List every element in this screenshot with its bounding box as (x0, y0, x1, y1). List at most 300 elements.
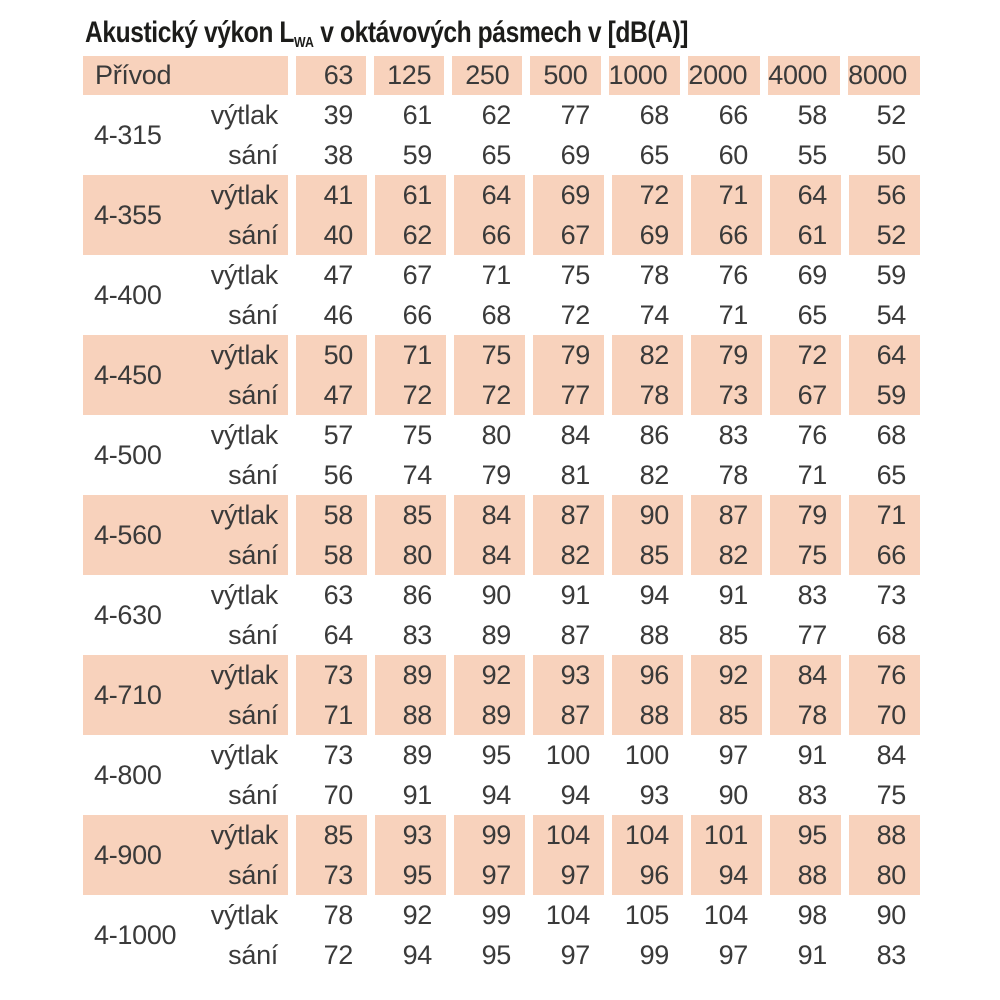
value-sani: 56 (323, 460, 353, 490)
table-group-4-1000 (83, 895, 920, 975)
value-sani: 50 (876, 140, 906, 170)
value-sani: 89 (481, 620, 511, 650)
row-label-vytlak: výtlak (210, 420, 278, 450)
value-sani: 83 (797, 780, 827, 810)
value-cell (533, 655, 604, 735)
value-cell (612, 735, 683, 815)
table-group-4-315 (83, 95, 920, 175)
value-vytlak: 104 (624, 820, 669, 850)
value-cell (849, 815, 920, 895)
model-label: 4-560 (94, 519, 162, 550)
value-cell (296, 735, 367, 815)
value-cell (770, 415, 841, 495)
value-sani: 64 (323, 620, 353, 650)
label-cell-4-400 (83, 255, 288, 335)
value-cell (691, 255, 762, 335)
value-sani: 88 (639, 620, 669, 650)
value-vytlak: 83 (797, 580, 827, 610)
value-cell (533, 95, 604, 175)
value-vytlak: 67 (402, 260, 432, 290)
title-subscript-lwa: WA (294, 34, 314, 51)
value-cell (691, 575, 762, 655)
value-sani: 87 (560, 620, 590, 650)
row-labels (211, 335, 288, 415)
value-vytlak: 63 (323, 580, 353, 610)
value-cell (849, 575, 920, 655)
row-label-vytlak: výtlak (210, 180, 278, 210)
value-sani: 88 (639, 700, 669, 730)
value-vytlak: 71 (876, 500, 906, 530)
value-vytlak: 84 (797, 660, 827, 690)
value-sani: 95 (402, 860, 432, 890)
value-vytlak: 92 (402, 900, 432, 930)
value-cell (375, 815, 446, 895)
row-label-sani: sání (228, 220, 278, 250)
label-cell-4-710 (83, 655, 288, 735)
value-vytlak: 79 (718, 340, 748, 370)
value-sani: 74 (639, 300, 669, 330)
row-label-vytlak: výtlak (210, 900, 278, 930)
value-sani: 71 (323, 700, 353, 730)
table-group-4-800 (83, 735, 920, 815)
value-cell (375, 495, 446, 575)
value-sani: 66 (402, 300, 432, 330)
value-cell (770, 495, 841, 575)
value-vytlak: 79 (797, 500, 827, 530)
value-cell (612, 495, 683, 575)
value-cell (533, 495, 604, 575)
value-sani: 87 (560, 700, 590, 730)
table-group-4-630 (83, 575, 920, 655)
value-vytlak: 90 (639, 500, 669, 530)
value-sani: 65 (481, 140, 511, 170)
header-cell-freq-500: 500 (530, 56, 600, 95)
value-vytlak: 75 (481, 340, 511, 370)
value-cell (770, 895, 841, 975)
value-vytlak: 58 (797, 100, 827, 130)
label-cell-4-800 (83, 735, 288, 815)
value-vytlak: 61 (402, 100, 432, 130)
value-sani: 72 (560, 300, 590, 330)
value-sani: 61 (797, 220, 827, 250)
value-cell (296, 335, 367, 415)
value-cell (691, 175, 762, 255)
value-vytlak: 84 (481, 500, 511, 530)
row-labels (211, 495, 288, 575)
value-sani: 77 (797, 620, 827, 650)
value-cell (454, 735, 525, 815)
value-vytlak: 86 (639, 420, 669, 450)
table-group-4-355 (83, 175, 920, 255)
model-label: 4-400 (94, 279, 162, 310)
value-cell (533, 255, 604, 335)
value-sani: 66 (481, 220, 511, 250)
value-sani: 72 (402, 380, 432, 410)
value-cell (296, 815, 367, 895)
value-vytlak: 86 (402, 580, 432, 610)
value-sani: 62 (402, 220, 432, 250)
value-vytlak: 72 (797, 340, 827, 370)
header-cell-freq-2000: 2000 (688, 56, 760, 95)
value-sani: 68 (481, 300, 511, 330)
value-cell (533, 735, 604, 815)
value-sani: 75 (797, 540, 827, 570)
value-vytlak: 104 (545, 900, 590, 930)
value-vytlak: 105 (624, 900, 669, 930)
value-sani: 91 (402, 780, 432, 810)
value-vytlak: 78 (323, 900, 353, 930)
row-labels (211, 175, 288, 255)
value-cell (770, 575, 841, 655)
row-label-sani: sání (228, 780, 278, 810)
value-vytlak: 68 (639, 100, 669, 130)
value-vytlak: 64 (876, 340, 906, 370)
value-vytlak: 92 (481, 660, 511, 690)
value-vytlak: 99 (481, 820, 511, 850)
value-cell (849, 335, 920, 415)
value-vytlak: 97 (718, 740, 748, 770)
value-vytlak: 39 (323, 100, 353, 130)
value-vytlak: 75 (402, 420, 432, 450)
value-vytlak: 104 (703, 900, 748, 930)
value-cell (296, 95, 367, 175)
value-vytlak: 84 (876, 740, 906, 770)
value-vytlak: 96 (639, 660, 669, 690)
row-labels (211, 415, 288, 495)
value-cell (691, 95, 762, 175)
value-cell (454, 335, 525, 415)
value-sani: 70 (323, 780, 353, 810)
table-group-4-900 (83, 815, 920, 895)
value-cell (454, 255, 525, 335)
value-cell (375, 255, 446, 335)
value-cell (691, 415, 762, 495)
value-vytlak: 90 (481, 580, 511, 610)
value-vytlak: 57 (323, 420, 353, 450)
value-cell (454, 575, 525, 655)
header-cell-freq-125: 125 (374, 56, 444, 95)
label-cell-4-630 (83, 575, 288, 655)
value-vytlak: 41 (323, 180, 353, 210)
value-vytlak: 83 (718, 420, 748, 450)
model-label: 4-710 (94, 679, 162, 710)
row-label-vytlak: výtlak (210, 500, 278, 530)
value-vytlak: 101 (703, 820, 748, 850)
value-sani: 71 (797, 460, 827, 490)
value-cell (770, 335, 841, 415)
value-sani: 85 (718, 700, 748, 730)
value-sani: 71 (718, 300, 748, 330)
label-cell-4-500 (83, 415, 288, 495)
value-sani: 96 (639, 860, 669, 890)
value-vytlak: 87 (560, 500, 590, 530)
row-label-vytlak: výtlak (210, 260, 278, 290)
value-sani: 80 (402, 540, 432, 570)
row-label-vytlak: výtlak (210, 340, 278, 370)
value-vytlak: 85 (323, 820, 353, 850)
row-labels (211, 575, 288, 655)
value-cell (770, 655, 841, 735)
row-label-sani: sání (228, 380, 278, 410)
value-cell (533, 575, 604, 655)
value-cell (296, 655, 367, 735)
value-cell (296, 575, 367, 655)
value-sani: 90 (718, 780, 748, 810)
value-vytlak: 52 (876, 100, 906, 130)
value-vytlak: 100 (624, 740, 669, 770)
value-sani: 58 (323, 540, 353, 570)
table-group-4-500 (83, 415, 920, 495)
model-label: 4-630 (94, 599, 162, 630)
value-vytlak: 64 (481, 180, 511, 210)
value-cell (691, 335, 762, 415)
value-cell (612, 175, 683, 255)
value-vytlak: 73 (323, 740, 353, 770)
value-cell (691, 495, 762, 575)
value-cell (612, 335, 683, 415)
table-group-4-400 (83, 255, 920, 335)
header-cell-privod: Přívod (83, 56, 288, 95)
value-sani: 85 (718, 620, 748, 650)
value-vytlak: 75 (560, 260, 590, 290)
value-sani: 94 (560, 780, 590, 810)
value-vytlak: 71 (481, 260, 511, 290)
row-label-sani: sání (228, 300, 278, 330)
value-cell (454, 815, 525, 895)
value-sani: 77 (560, 380, 590, 410)
model-label: 4-355 (94, 199, 162, 230)
value-sani: 54 (876, 300, 906, 330)
value-sani: 82 (718, 540, 748, 570)
value-vytlak: 61 (402, 180, 432, 210)
value-sani: 72 (323, 940, 353, 970)
value-cell (533, 415, 604, 495)
value-cell (375, 655, 446, 735)
acoustic-power-table (83, 56, 920, 975)
title-suffix: v oktávových pásmech v [dB(A)] (313, 16, 689, 49)
value-vytlak: 69 (560, 180, 590, 210)
value-vytlak: 69 (797, 260, 827, 290)
value-cell (770, 255, 841, 335)
value-sani: 75 (876, 780, 906, 810)
row-label-sani: sání (228, 140, 278, 170)
header-cell-freq-8000: 8000 (848, 56, 920, 95)
value-sani: 69 (639, 220, 669, 250)
value-cell (533, 815, 604, 895)
value-vytlak: 98 (797, 900, 827, 930)
value-vytlak: 85 (402, 500, 432, 530)
row-label-vytlak: výtlak (210, 820, 278, 850)
value-sani: 80 (876, 860, 906, 890)
value-cell (849, 95, 920, 175)
table-group-4-710 (83, 655, 920, 735)
value-cell (454, 95, 525, 175)
value-vytlak: 50 (323, 340, 353, 370)
value-vytlak: 88 (876, 820, 906, 850)
value-sani: 73 (718, 380, 748, 410)
row-label-vytlak: výtlak (210, 740, 278, 770)
value-vytlak: 84 (560, 420, 590, 450)
value-sani: 78 (718, 460, 748, 490)
value-cell (770, 735, 841, 815)
value-cell (691, 655, 762, 735)
value-cell (691, 815, 762, 895)
value-cell (375, 175, 446, 255)
value-sani: 91 (797, 940, 827, 970)
value-cell (849, 495, 920, 575)
header-cell-freq-63: 63 (296, 56, 366, 95)
row-label-sani: sání (228, 540, 278, 570)
value-vytlak: 59 (876, 260, 906, 290)
value-cell (612, 415, 683, 495)
value-cell (849, 175, 920, 255)
value-sani: 55 (797, 140, 827, 170)
table-group-4-450 (83, 335, 920, 415)
value-sani: 93 (639, 780, 669, 810)
model-label: 4-450 (94, 359, 162, 390)
row-labels (211, 815, 288, 895)
value-cell (849, 415, 920, 495)
value-cell (296, 895, 367, 975)
model-label: 4-1000 (94, 919, 177, 950)
value-sani: 72 (481, 380, 511, 410)
value-vytlak: 92 (718, 660, 748, 690)
value-sani: 88 (402, 700, 432, 730)
value-sani: 67 (560, 220, 590, 250)
header-cell-freq-4000: 4000 (768, 56, 840, 95)
value-sani: 65 (639, 140, 669, 170)
table-group-4-560 (83, 495, 920, 575)
row-labels (211, 95, 288, 175)
value-vytlak: 94 (639, 580, 669, 610)
value-vytlak: 62 (481, 100, 511, 130)
model-label: 4-900 (94, 839, 162, 870)
value-sani: 67 (797, 380, 827, 410)
value-vytlak: 90 (876, 900, 906, 930)
label-cell-4-450 (83, 335, 288, 415)
value-cell (691, 735, 762, 815)
value-cell (770, 95, 841, 175)
value-cell (375, 335, 446, 415)
value-cell (533, 175, 604, 255)
value-vytlak: 72 (639, 180, 669, 210)
value-cell (296, 175, 367, 255)
value-cell (375, 95, 446, 175)
row-labels (211, 655, 288, 735)
value-sani: 81 (560, 460, 590, 490)
model-label: 4-500 (94, 439, 162, 470)
value-sani: 82 (639, 460, 669, 490)
value-vytlak: 79 (560, 340, 590, 370)
value-sani: 46 (323, 300, 353, 330)
value-vytlak: 93 (560, 660, 590, 690)
value-cell (375, 735, 446, 815)
value-cell (454, 895, 525, 975)
label-cell-4-1000 (83, 895, 288, 975)
value-sani: 97 (481, 860, 511, 890)
table-header-row (83, 56, 920, 95)
value-sani: 73 (323, 860, 353, 890)
value-cell (296, 495, 367, 575)
value-cell (454, 415, 525, 495)
label-cell-4-355 (83, 175, 288, 255)
value-sani: 70 (876, 700, 906, 730)
value-cell (454, 495, 525, 575)
value-sani: 65 (876, 460, 906, 490)
value-sani: 94 (402, 940, 432, 970)
value-sani: 47 (323, 380, 353, 410)
value-cell (454, 655, 525, 735)
value-sani: 68 (876, 620, 906, 650)
value-vytlak: 76 (797, 420, 827, 450)
value-sani: 97 (718, 940, 748, 970)
value-cell (849, 255, 920, 335)
value-vytlak: 82 (639, 340, 669, 370)
value-cell (296, 255, 367, 335)
value-cell (533, 895, 604, 975)
value-vytlak: 89 (402, 740, 432, 770)
row-label-sani: sání (228, 940, 278, 970)
row-labels (211, 255, 288, 335)
value-vytlak: 73 (323, 660, 353, 690)
value-sani: 95 (481, 940, 511, 970)
value-vytlak: 100 (545, 740, 590, 770)
row-label-vytlak: výtlak (210, 660, 278, 690)
value-sani: 40 (323, 220, 353, 250)
value-sani: 78 (797, 700, 827, 730)
value-vytlak: 80 (481, 420, 511, 450)
value-sani: 82 (560, 540, 590, 570)
value-vytlak: 95 (481, 740, 511, 770)
value-sani: 65 (797, 300, 827, 330)
value-sani: 60 (718, 140, 748, 170)
value-sani: 97 (560, 940, 590, 970)
value-cell (770, 815, 841, 895)
value-sani: 38 (323, 140, 353, 170)
value-sani: 84 (481, 540, 511, 570)
value-sani: 74 (402, 460, 432, 490)
row-label-sani: sání (228, 860, 278, 890)
value-sani: 69 (560, 140, 590, 170)
label-cell-4-560 (83, 495, 288, 575)
value-cell (533, 335, 604, 415)
header-cell-freq-250: 250 (452, 56, 522, 95)
row-label-sani: sání (228, 700, 278, 730)
value-sani: 99 (639, 940, 669, 970)
value-cell (296, 415, 367, 495)
header-cell-freq-1000: 1000 (609, 56, 681, 95)
value-cell (612, 895, 683, 975)
value-vytlak: 76 (876, 660, 906, 690)
title-prefix: Akustický výkon L (85, 16, 295, 49)
row-labels (211, 895, 288, 975)
value-vytlak: 71 (718, 180, 748, 210)
value-cell (375, 415, 446, 495)
value-vytlak: 68 (876, 420, 906, 450)
row-label-sani: sání (228, 460, 278, 490)
value-cell (849, 735, 920, 815)
value-vytlak: 104 (545, 820, 590, 850)
value-sani: 83 (402, 620, 432, 650)
value-vytlak: 66 (718, 100, 748, 130)
value-vytlak: 78 (639, 260, 669, 290)
value-sani: 89 (481, 700, 511, 730)
row-label-vytlak: výtlak (210, 100, 278, 130)
value-cell (770, 175, 841, 255)
value-vytlak: 64 (797, 180, 827, 210)
row-labels (211, 735, 288, 815)
value-vytlak: 58 (323, 500, 353, 530)
